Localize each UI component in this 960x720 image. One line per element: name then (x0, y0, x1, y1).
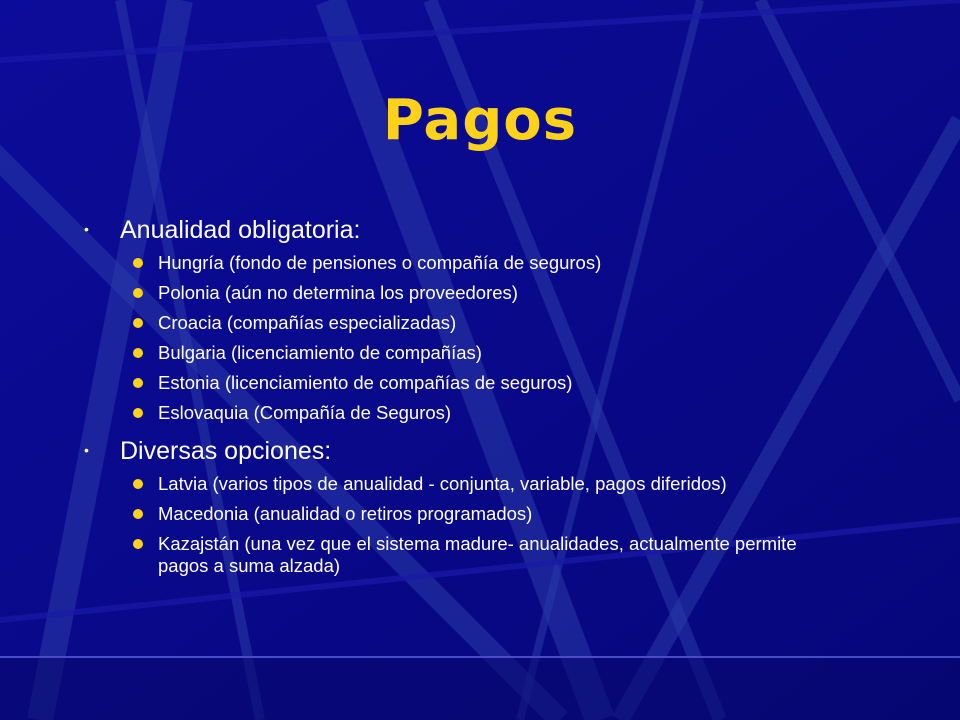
list-item: Kazajstán (una vez que el sistema madure- anualidades, actualmente permite pagos a suma alzada) (82, 533, 802, 577)
slide-title: Pagos (382, 88, 578, 153)
section-diverse-options (82, 434, 802, 577)
dot-bullet-icon (133, 479, 143, 489)
dot-bullet-icon (133, 509, 143, 519)
sub-list (82, 252, 802, 424)
bullet-heading (82, 434, 802, 471)
section-heading: Diversas opciones: (120, 437, 332, 465)
list-item: Macedonia (anualidad o retiros programados) (82, 503, 802, 525)
dot-bullet-icon (133, 408, 143, 418)
dot-bullet-icon (133, 318, 143, 328)
bottom-divider (0, 656, 960, 658)
bullet-icon: • (84, 442, 89, 458)
list-item: Estonia (licenciamiento de compañías de seguros) (82, 372, 802, 394)
list-item: Eslovaquia (Compañía de Seguros) (82, 402, 802, 424)
section-mandatory-annuity (82, 213, 802, 424)
dot-bullet-icon (133, 288, 143, 298)
list-item: Hungría (fondo de pensiones o compañía de seguros) (82, 252, 802, 274)
list-item: Bulgaria (licenciamiento de compañías) (82, 342, 802, 364)
bullet-icon: • (84, 221, 89, 237)
list-item: Latvia (varios tipos de anualidad - conjunta, variable, pagos diferidos) (82, 473, 802, 495)
dot-bullet-icon (133, 348, 143, 358)
dot-bullet-icon (133, 258, 143, 268)
slide-content (82, 213, 802, 587)
list-item: Polonia (aún no determina los proveedores) (82, 282, 802, 304)
sub-list (82, 473, 802, 577)
dot-bullet-icon (133, 539, 143, 549)
bullet-heading (82, 213, 802, 250)
dot-bullet-icon (133, 378, 143, 388)
section-heading: Anualidad obligatoria: (120, 216, 361, 244)
list-item: Croacia (compañías especializadas) (82, 312, 802, 334)
